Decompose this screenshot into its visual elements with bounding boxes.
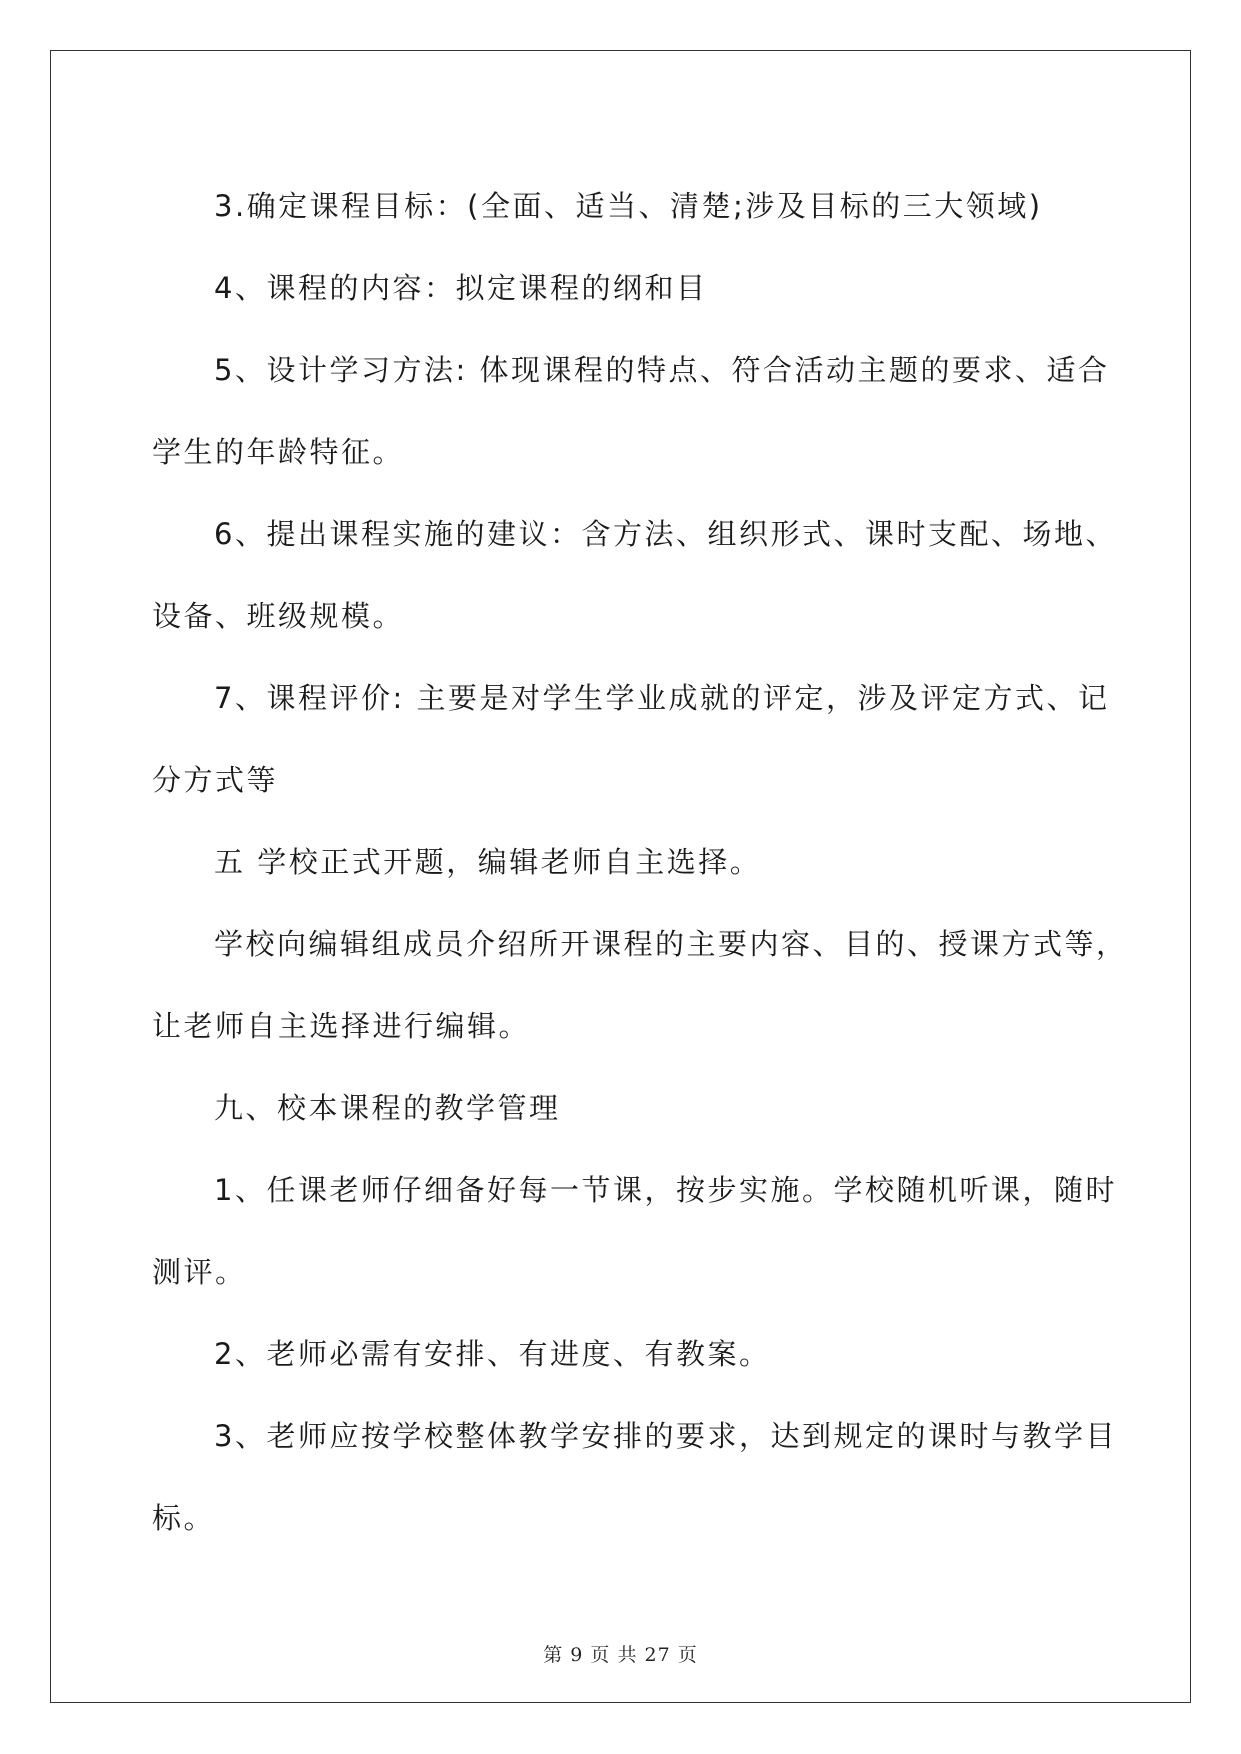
document-body <box>152 165 1128 1559</box>
section-heading-9: 九、校本课程的教学管理 <box>214 1091 561 1125</box>
paragraph-4-line-2: 设备、班级规模。 <box>152 599 405 633</box>
paragraph-2: 4、课程的内容：拟定课程的纲和目 <box>214 271 708 305</box>
section-heading-5: 五 学校正式开题，编辑老师自主选择。 <box>214 845 762 879</box>
paragraph-10: 2、老师必需有安排、有进度、有教案。 <box>214 1337 771 1371</box>
paragraph-7-line-1: 学校向编辑组成员介绍所开课程的主要内容、目的、授课方式等， <box>214 927 1128 961</box>
paragraph-4-line-1: 6、提出课程实施的建议：含方法、组织形式、课时支配、场地、 <box>214 517 1117 551</box>
paragraph-7-line-2: 让老师自主选择进行编辑。 <box>152 1009 531 1043</box>
paragraph-11-line-2: 标。 <box>152 1501 216 1535</box>
paragraph-5-line-2: 分方式等 <box>152 763 279 797</box>
paragraph-1: 3.确定课程目标：(全面、适当、清楚;涉及目标的三大领域) <box>214 189 1043 223</box>
paragraph-5-line-1: 7、课程评价: 主要是对学生学业成就的评定，涉及评定方式、记 <box>214 681 1110 715</box>
paragraph-9-line-2: 测评。 <box>152 1255 247 1289</box>
page-number-footer: 第 9 页 共 27 页 <box>543 1644 698 1666</box>
paragraph-3-line-1: 5、设计学习方法: 体现课程的特点、符合活动主题的要求、适合 <box>214 353 1110 387</box>
paragraph-3-line-2: 学生的年龄特征。 <box>152 435 405 469</box>
paragraph-9-line-1: 1、任课老师仔细备好每一节课，按步实施。学校随机听课，随时 <box>214 1173 1117 1207</box>
paragraph-11-line-1: 3、老师应按学校整体教学安排的要求，达到规定的课时与教学目 <box>214 1419 1117 1453</box>
